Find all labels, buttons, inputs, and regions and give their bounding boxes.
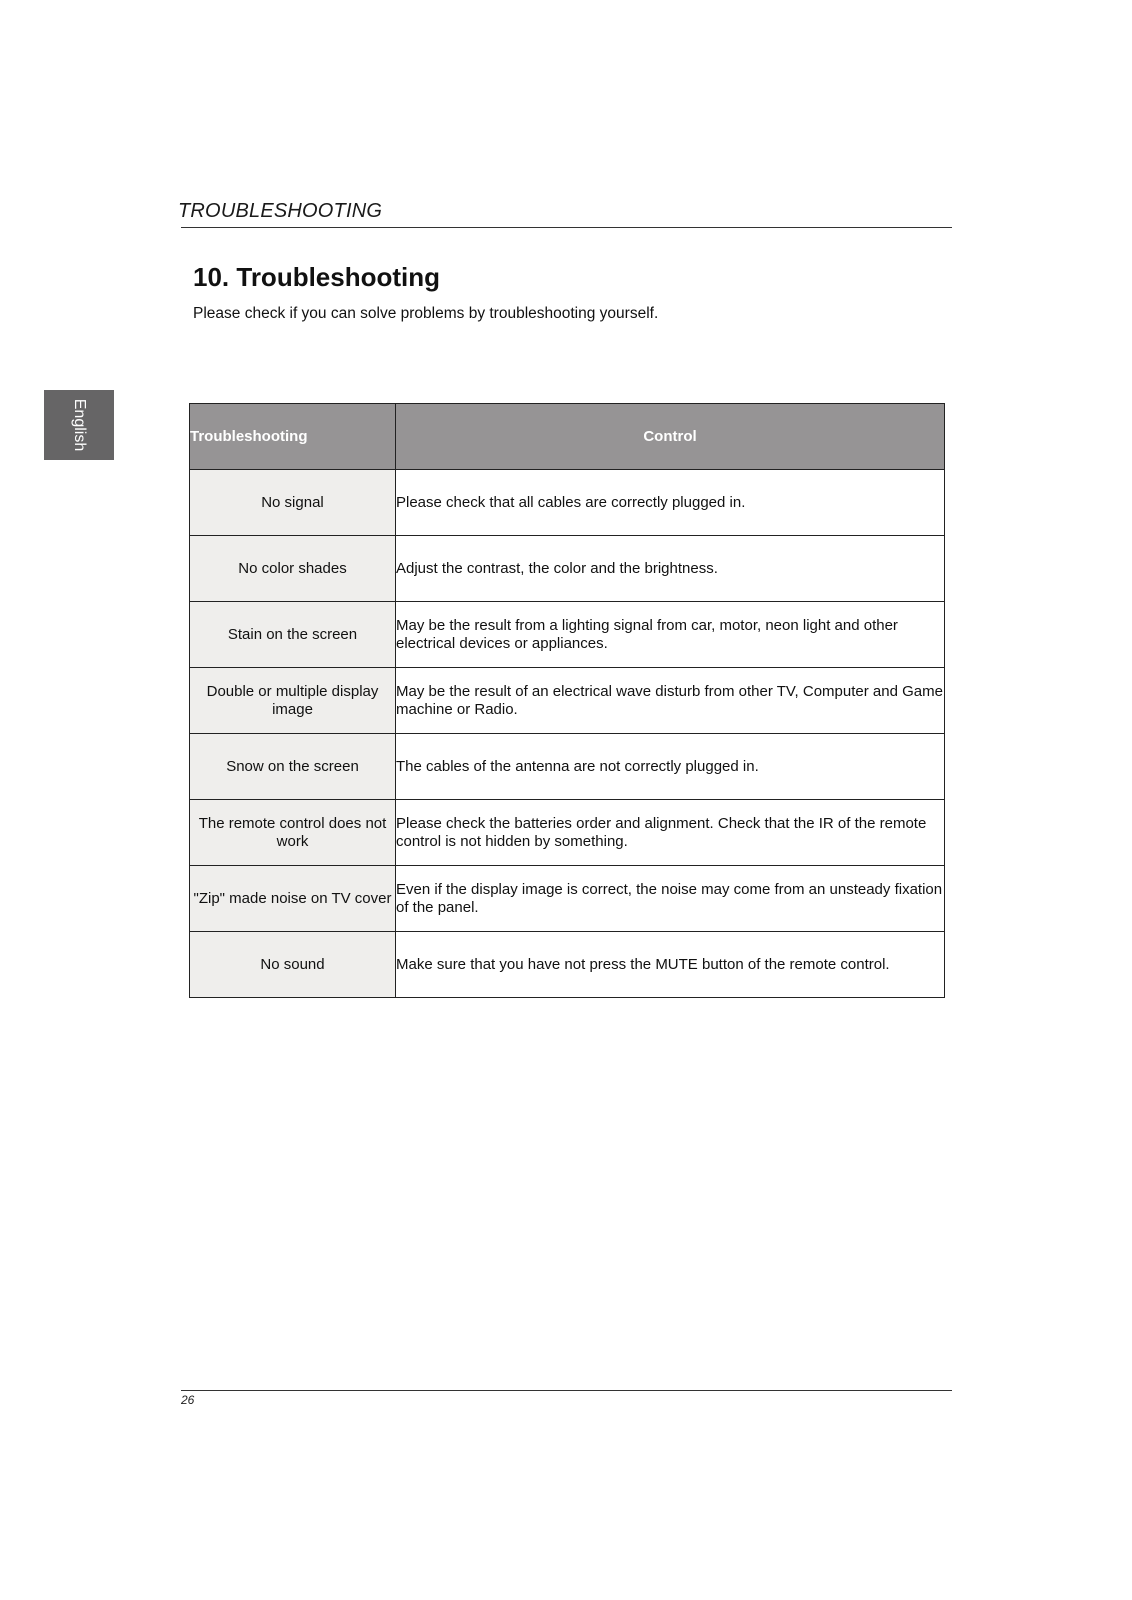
intro-text: Please check if you can solve problems by troubleshooting yourself.	[193, 305, 659, 322]
problem-cell: The remote control does not work	[190, 800, 396, 866]
solution-cell: Make sure that you have not press the MUTE button of the remote control.	[396, 932, 945, 998]
solution-cell: Adjust the contrast, the color and the brightness.	[396, 536, 945, 602]
language-tab	[44, 390, 114, 460]
solution-cell: May be the result of an electrical wave disturb from other TV, Computer and Game machine or Radio.	[396, 668, 945, 734]
section-header: TROUBLESHOOTING	[178, 200, 383, 222]
problem-cell: No signal	[190, 470, 396, 536]
table-header-row	[190, 404, 945, 470]
solution-cell: May be the result from a lighting signal from car, motor, neon light and other electrical devices or appliances.	[396, 602, 945, 668]
page-title: 10. Troubleshooting	[193, 262, 441, 292]
table-row	[190, 470, 945, 536]
solution-cell: Please check the batteries order and alignment. Check that the IR of the remote control is not hidden by something.	[396, 800, 945, 866]
problem-cell: Double or multiple display image	[190, 668, 396, 734]
table-row	[190, 734, 945, 800]
table-row	[190, 800, 945, 866]
column-header-troubleshooting: Troubleshooting	[190, 404, 396, 470]
table-row	[190, 932, 945, 998]
table-row	[190, 866, 945, 932]
page-number: 26	[181, 1393, 195, 1407]
problem-cell: No sound	[190, 932, 396, 998]
column-header-control: Control	[396, 404, 945, 470]
problem-cell: Snow on the screen	[190, 734, 396, 800]
problem-cell: Stain on the screen	[190, 602, 396, 668]
solution-cell: Please check that all cables are correctly plugged in.	[396, 470, 945, 536]
header-divider	[181, 227, 952, 228]
table-row	[190, 536, 945, 602]
solution-cell: The cables of the antenna are not correctly plugged in.	[396, 734, 945, 800]
troubleshooting-table	[189, 403, 945, 998]
table-row	[190, 602, 945, 668]
solution-cell: Even if the display image is correct, the noise may come from an unsteady fixation of the panel.	[396, 866, 945, 932]
footer-divider	[181, 1390, 952, 1391]
language-tab-label: English	[71, 398, 88, 452]
table-row	[190, 668, 945, 734]
problem-cell: "Zip" made noise on TV cover	[190, 866, 396, 932]
problem-cell: No color shades	[190, 536, 396, 602]
